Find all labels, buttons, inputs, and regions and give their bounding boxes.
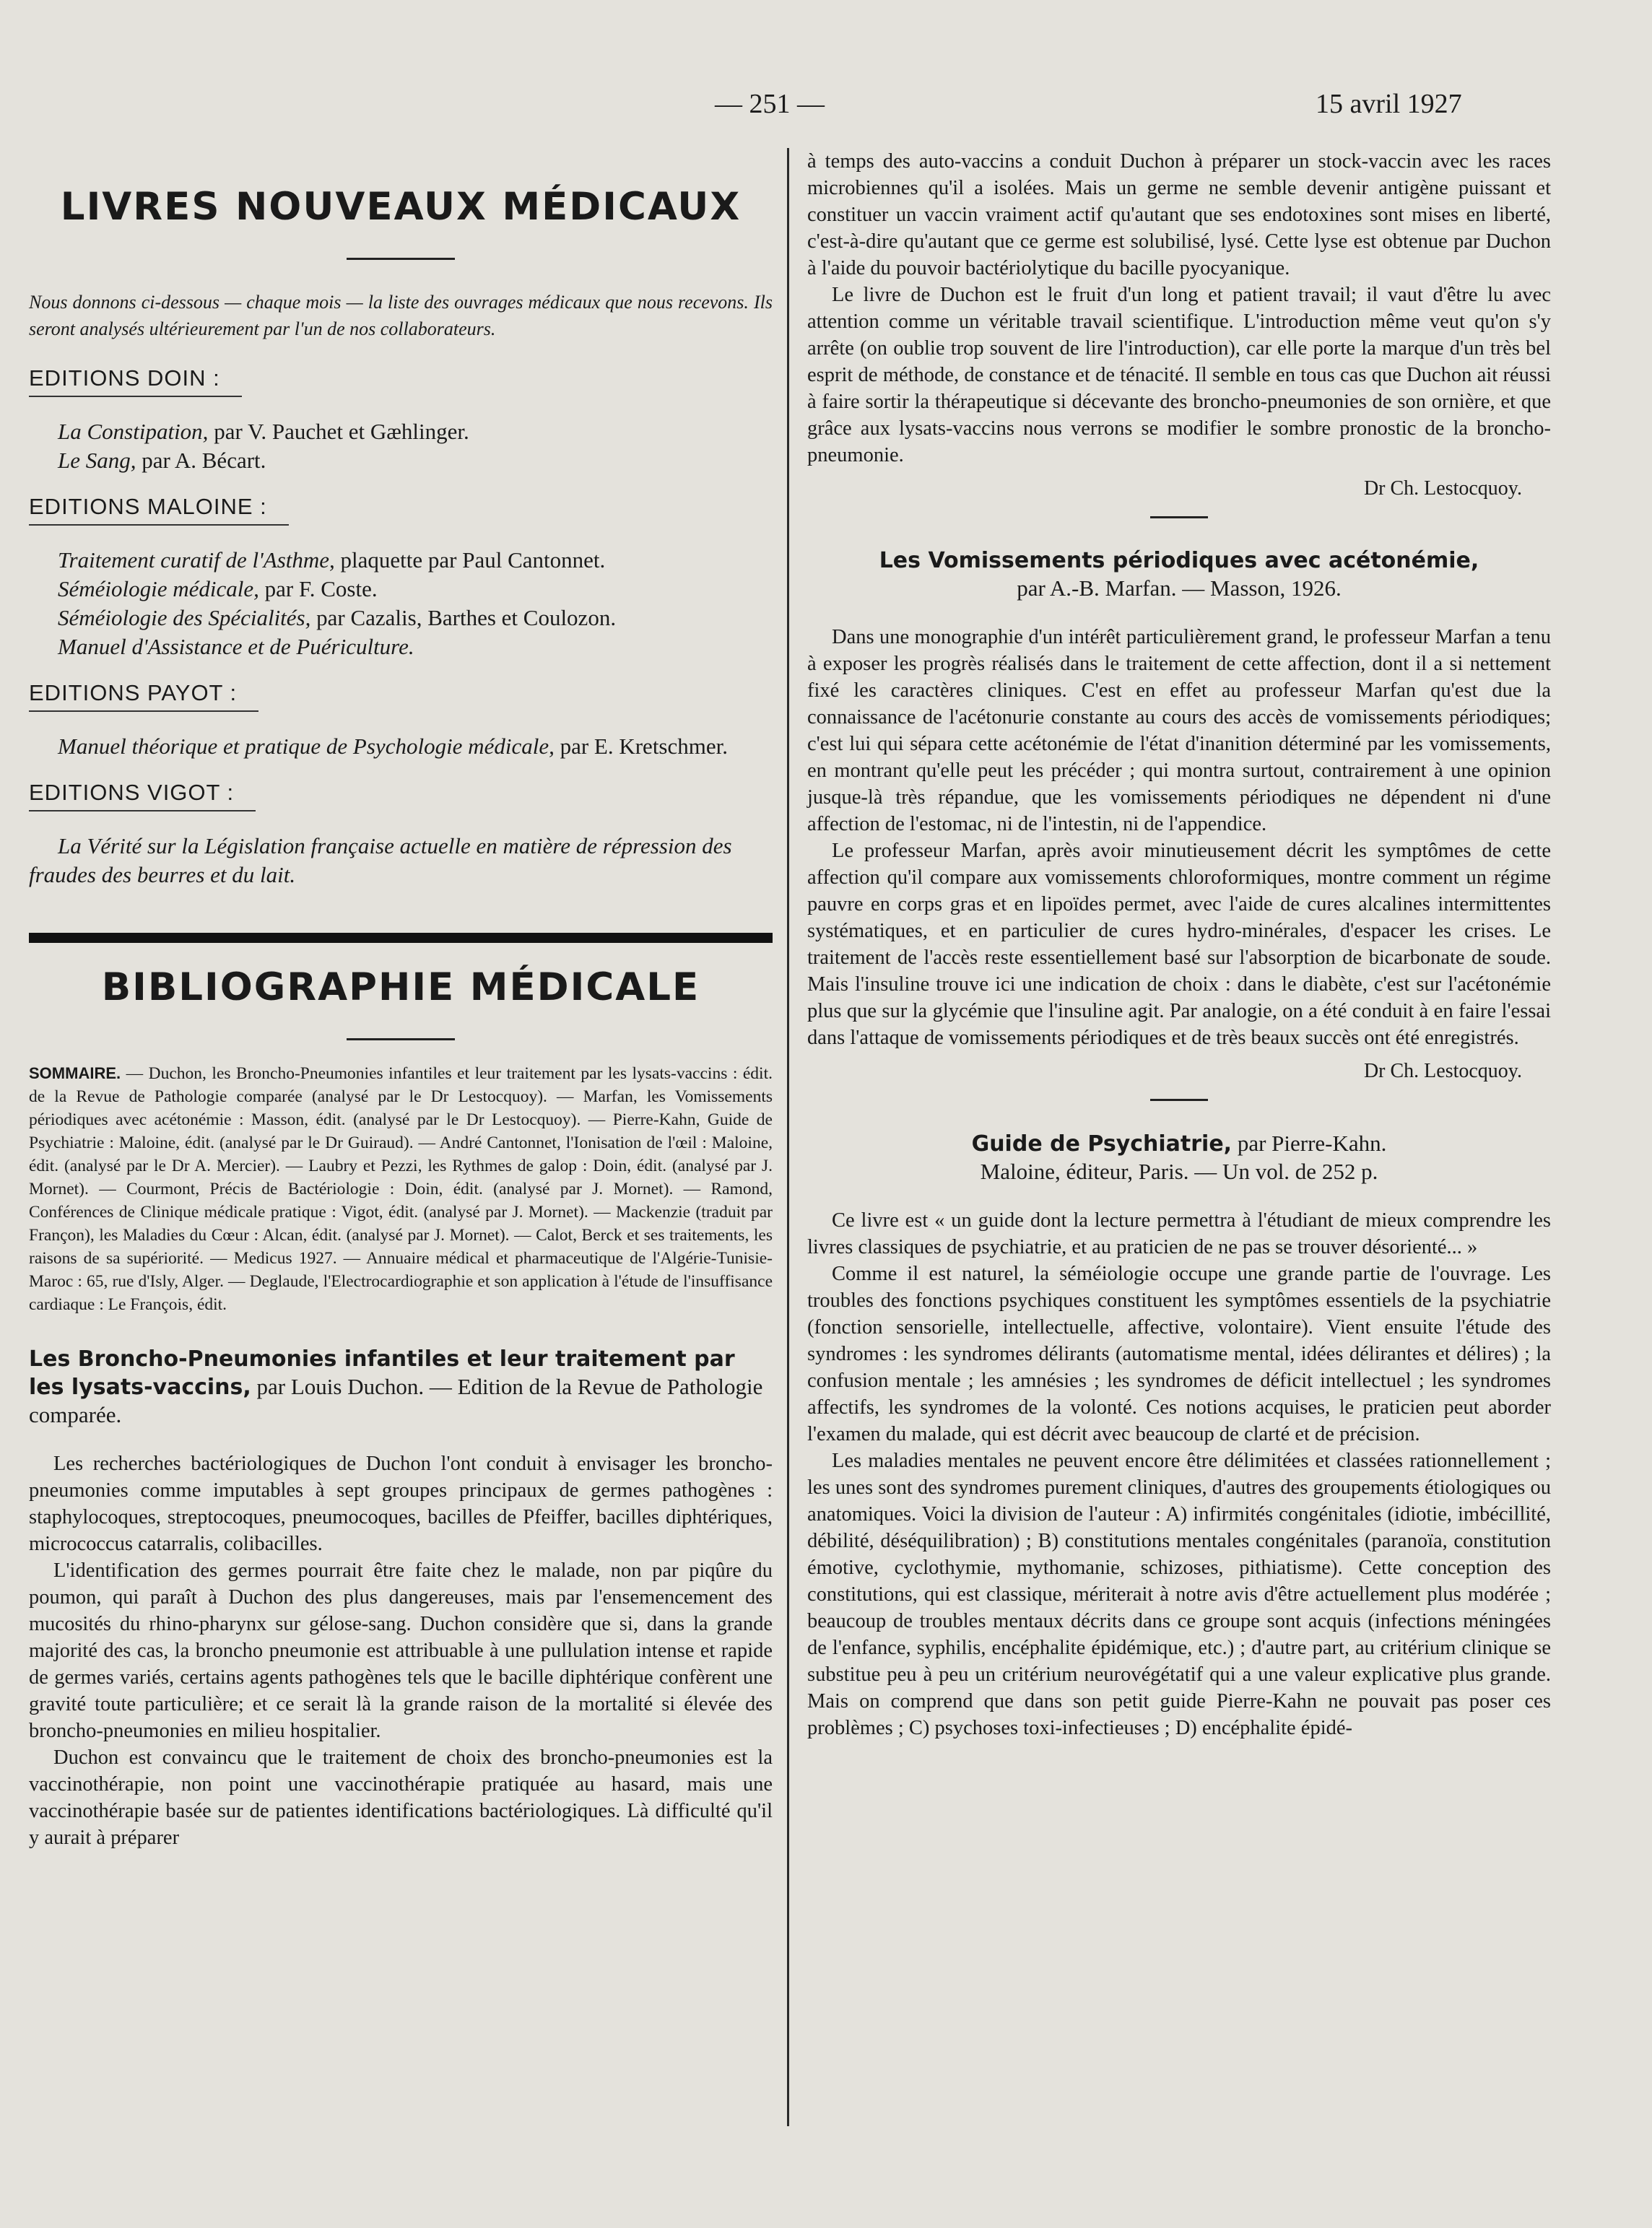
book-title: Traitement curatif de l'Asthme,: [58, 547, 335, 573]
book-author: par F. Coste.: [258, 576, 378, 601]
article1-byline: par Louis Duchon. — Edition de la Revue de Pathologie comparée.: [29, 1374, 763, 1427]
section-divider: [29, 933, 773, 943]
book-entry: [58, 575, 773, 604]
publisher-heading-maloine: EDITIONS MALOINE :: [29, 494, 289, 526]
summary-text: — Duchon, les Broncho-Pneumonies infantiles et leur traitement par les lysats-vaccins : édit. de la Revue de Pathologie comparée (analysé par le Dr Lestocquoy). — Marfan, les Vomissements périodiques avec acétonémie : Masson, édit. (analysé par le Dr Lestocquoy). — Pierre-Kahn, Guide de Psychiatrie : Maloine, édit. (analysé par le Dr Guiraud). — André Cantonnet, l'Ionisation de l'œil : Maloine, édit. (analysé par le Dr A. Mercier). — Laubry et Pezzi, les Rythmes de galop : Doin, édit. (analysé par J. Mornet). — Courmont, Précis de Bactériologie : Doin, édit. (analysé par J. Mornet). — Ramond, Conférences de Clinique médicale pratique : Vigot, édit. (analysé par J. Mornet). — Mackenzie (traduit par Françon), les Maladies du Cœur : Alcan, édit. (analysé par J. Mornet). — Calot, Berck et ses traitements, les raisons de sa supériorité. — Medicus 1927. — Annuaire médical et pharmaceutique de l'Algérie-Tunisie-Maroc : 65, rue d'Isly, Alger. — Deglaude, l'Electrocardiographie et son application à l'étude de l'insuffisance cardiaque : Le François, édit.: [29, 1064, 773, 1314]
article2-signature: Dr Ch. Lestocquoy.: [1363, 1060, 1522, 1082]
article-divider: [1150, 1099, 1208, 1101]
book-title: Séméiologie médicale,: [58, 576, 259, 601]
article2-byline: par A.-B. Marfan. — Masson, 1926.: [1017, 575, 1342, 601]
book-title: La Vérité sur la Législation française actuelle en matière de répression des fraudes des beurres et du lait.: [29, 833, 732, 887]
publisher-heading-payot: EDITIONS PAYOT :: [29, 680, 258, 712]
book-title: Séméiologie des Spécialités,: [58, 605, 311, 630]
book-entry: [58, 632, 773, 661]
article-divider: [1150, 516, 1208, 518]
biblio-title: BIBLIOGRAPHIE MÉDICALE: [101, 965, 700, 1009]
article3-title: Guide de Psychiatrie,: [971, 1131, 1233, 1157]
book-author: plaquette par Paul Cantonnet.: [334, 547, 606, 573]
book-author: par E. Kretschmer.: [554, 734, 728, 759]
article1-signature: Dr Ch. Lestocquoy.: [1363, 477, 1522, 500]
title-rule: [347, 258, 455, 260]
book-entry: [58, 446, 773, 475]
right-column: [807, 148, 1551, 1741]
article2-paragraph: Dans une monographie d'un intérêt particulièrement grand, le professeur Marfan a tenu à exposer les progrès réalisés dans le traitement de cette affection, dont il a si nettement fixé les caractères cliniques. C'est en effet au professeur Marfan qu'est due la connaissance de l'acétonurie constante au cours des accès de vomissements périodiques; c'est lui qui sépara cette acétonémie de l'état d'inanition déterminé par les vomissements, en montrant qu'elle peut les précéder ; qui montra surtout, contrairement à une opinion jusque-là très répandue, que les vomissements périodiques ne dépendent ni d'une affection de l'estomac, ni de l'intestin, ni de l'appendice.: [807, 626, 1551, 835]
livres-intro: Nous donnons ci-dessous — chaque mois — la liste des ouvrages médicaux que nous recevons. Ils seront analysés ultérieurement par l'un de nos collaborateurs.: [29, 292, 773, 339]
page-number: — 251 —: [715, 89, 825, 119]
page-header: [0, 85, 1652, 129]
article2-heading: [807, 547, 1551, 602]
book-entry: [58, 417, 773, 446]
book-title: Le Sang,: [58, 448, 136, 473]
left-column: [29, 144, 773, 1851]
article1-paragraph: L'identification des germes pourrait être faite chez le malade, non par piqûre du poumon, qui paraît à Duchon des plus dangereuses, mais par l'ensemencement des mucosités du rhino-pharynx sur gélose-sang. Duchon considère que si, dans la grande majorité des cas, la broncho pneumonie est attribuable à une pullulation intense et rapide de germes variés, certains agents pathogènes tels que le bacille diphtérique confèrent une gravité toute particulière; et ce serait là la grande raison de la mortalité si élevée des broncho-pneumonies en milieu hospitalier.: [29, 1559, 773, 1742]
page-date: 15 avril 1927: [1316, 89, 1462, 119]
title-rule: [347, 1038, 455, 1040]
article3-paragraph: Les maladies mentales ne peuvent encore être délimitées et classées rationnellement ; les unes sont des syndromes purement cliniques, d'autres des groupements étiologiques ou anatomiques. Voici la division de l'auteur : A) infirmités congénitales (idiotie, imbécillité, débilité, déséquilibration) ; B) constitutions mentales congénitales (paranoïa, constitution émotive, cyclothymie, mythomanie, schizoses, pithiatisme). Cette conception des constitutions, qui est classique, mériterait à notre avis d'être actuellement plus modérée ; beaucoup de troubles mentaux décrits dans ce groupe sont acquis (infections méningées de l'enfance, syphilis, encéphalite épidémique, etc.) ; d'autre part, au critérium clinique se substitue peu à peu un critérium neurovégétatif qui a une valeur explicative plus grande. Mais on comprend que dans son petit guide Pierre-Kahn ne pouvait pas poser ces problèmes ; C) psychoses toxi-infectieuses ; D) encéphalite épidé-: [807, 1450, 1551, 1739]
article3-paragraph: Ce livre est « un guide dont la lecture permettra à l'étudiant de mieux comprendre les livres classiques de psychiatrie, et au praticien de ne pas se trouver désorienté... »: [807, 1209, 1551, 1258]
article1-paragraph: Les recherches bactériologiques de Duchon l'ont conduit à envisager les broncho-pneumonies comme imputables à sept groupes principaux de germes pathogènes : staphylocoques, streptocoques, pneumocoques, bacilles de Pfeiffer, bacilles diphtériques, micrococcus catarralis, colibacilles.: [29, 1453, 773, 1555]
article1-paragraph: Le livre de Duchon est le fruit d'un long et patient travail; il vaut d'être lu avec attention comme un véritable travail scientifique. L'introduction même veut qu'on s'y arrête (on oublie trop souvent de lire l'introduction), car elle porte la marque d'un très bel esprit de méthode, de constance et de ténacité. Il semble en tous cas que Duchon ait réussi à faire sortir la thérapeutique si décevante des broncho-pneumonies de son ornière, et que grâce aux lysats-vaccins nous verrons se modifier le sombre pronostic de la broncho-pneumonie.: [807, 284, 1551, 466]
book-title: Manuel d'Assistance et de Puériculture.: [58, 634, 414, 659]
publisher-heading-vigot: EDITIONS VIGOT :: [29, 780, 256, 811]
article3-publisher-line: Maloine, éditeur, Paris. — Un vol. de 252 p.: [980, 1159, 1378, 1184]
article3-paragraph: Comme il est naturel, la séméiologie occupe une grande partie de l'ouvrage. Les troubles des fonctions psychiques constituent les symptômes essentiels de la psychiatrie (fonction sensorielle, intellectuelle, affective, volontaire). Vient ensuite l'étude des syndromes : les syndromes délirants (automatisme mental, idées délirantes et délires) ; la confusion mentale ; les amnésies ; les syndromes de déficit intellectuel ; les syndromes affectifs, les syndromes de la volonté. Ces notions acquises, le praticien peut aborder l'examen du malade, qui est décrit avec beaucoup de clarté et de précision.: [807, 1263, 1551, 1445]
article1-paragraph-continued: à temps des auto-vaccins a conduit Duchon à préparer un stock-vaccin avec les races microbiennes qu'il a isolées. Mais un germe ne semble devenir antigène puissant et constituer un vaccin vraiment actif qu'autant que ses endotoxines sont mises en liberté, c'est-à-dire qu'autant que ce germe est solubilisé, lysé. Cette lyse est obtenue par Duchon à l'aide du pouvoir bactériolytique du bacille pyocyanique.: [807, 150, 1551, 279]
book-entry: [29, 546, 773, 575]
publisher-heading-doin: EDITIONS DOIN :: [29, 365, 242, 397]
summary-label: SOMMAIRE.: [29, 1064, 121, 1082]
book-entry: [29, 832, 773, 889]
book-title: La Constipation,: [58, 419, 209, 444]
article1-title: Les Broncho-Pneumonies infantiles et leur traitement par les lysats-vaccins,: [29, 1346, 735, 1400]
article3-heading: [807, 1130, 1551, 1185]
book-author: par A. Bécart.: [136, 448, 266, 473]
column-divider: [787, 148, 789, 2126]
book-entry: [29, 732, 773, 761]
article3-byline: par Pierre-Kahn.: [1232, 1131, 1387, 1156]
article1-paragraph: Duchon est convaincu que le traitement de choix des broncho-pneumonies est la vaccinothérapie, non point une vaccinothérapie pratiquée au hasard, mais une vaccinothérapie basée sur de patientes identifications bactériologiques. Là difficulté qu'il y aurait à préparer: [29, 1746, 773, 1849]
livres-title: LIVRES NOUVEAUX MÉDICAUX: [60, 185, 742, 229]
article1-heading: [29, 1345, 773, 1429]
book-title: Manuel théorique et pratique de Psychologie médicale,: [58, 734, 555, 759]
book-author: par Cazalis, Barthes et Coulozon.: [310, 605, 617, 630]
book-author: par V. Pauchet et Gæhlinger.: [208, 419, 469, 444]
biblio-summary: [29, 1062, 773, 1316]
book-entry: [58, 604, 773, 632]
article2-paragraph: Le professeur Marfan, après avoir minutieusement décrit les symptômes de cette affection qu'il compare aux vomissements chloroformiques, montre comment un régime pauvre en corps gras et en lipoïdes permet, avec l'aide de cures alcalines intermittentes systématiques, et en particulier de cures hydro-minérales, d'espacer les crises. Le traitement de l'accès reste essentiellement basé sur l'absorption de bicarbonate de soude. Mais l'insuline trouve ici une indication de choix : dans le diabète, c'est sur l'acétonémie plus que sur la glycémie que l'insuline agit. Par analogie, on a été conduit à en faire l'essai dans l'attaque de vomissements périodiques et de très beaux succès ont été enregistrés.: [807, 840, 1551, 1049]
article2-title: Les Vomissements périodiques avec acétonémie,: [879, 548, 1479, 573]
